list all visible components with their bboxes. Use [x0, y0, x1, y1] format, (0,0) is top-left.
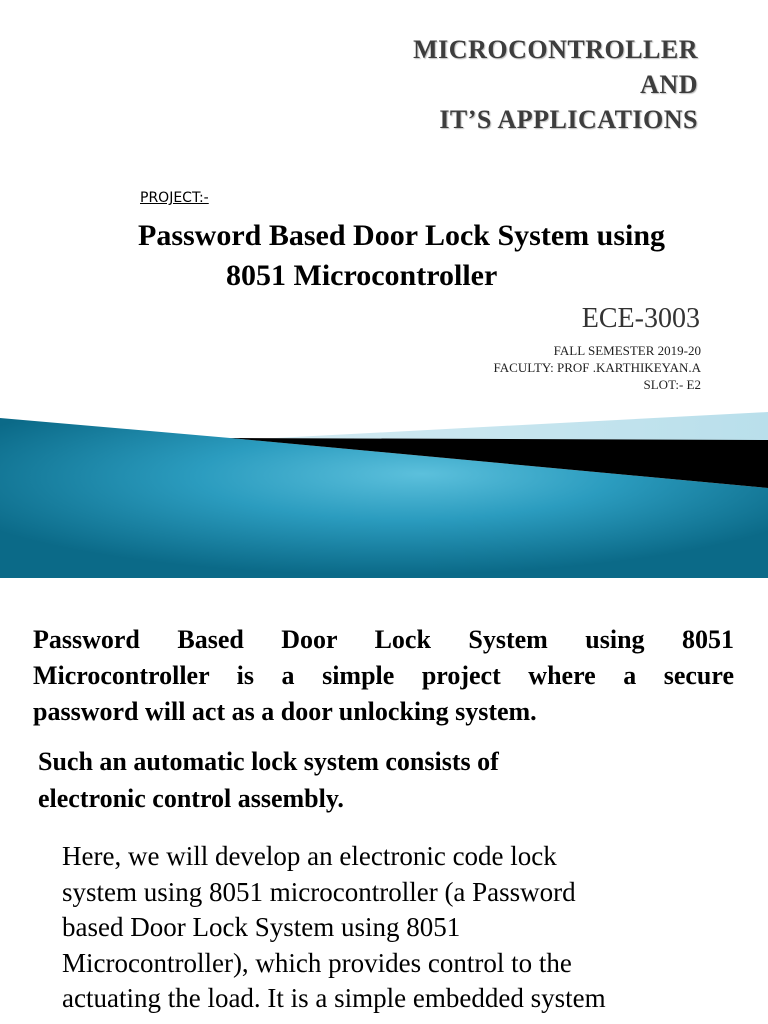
faculty-text: FACULTY: PROF .KARTHIKEYAN.A	[493, 360, 701, 375]
para3-line-4: Microcontroller), which provides control to the	[62, 947, 572, 978]
title-line-1: MICROCONTROLLER	[413, 35, 698, 64]
paragraph-intro	[33, 622, 734, 730]
para1-line-2: Microcontroller is a simple project where a secure	[33, 661, 734, 690]
decorative-banner	[0, 410, 768, 578]
para3-line-2: system using 8051 microcontroller (a Password	[62, 876, 576, 907]
para3-line-5: actuating the load. It is a simple embedded system	[62, 983, 606, 1013]
title-line-2: AND	[640, 70, 698, 99]
para3-line-1: Here, we will develop an electronic code lock	[62, 841, 557, 871]
paragraph-description	[62, 839, 722, 1017]
course-code: ECE-3003	[581, 303, 700, 334]
project-title	[138, 216, 665, 296]
para2-line-2: electronic control assembly.	[38, 784, 344, 813]
title-line-3: IT’S APPLICATIONS	[439, 105, 698, 134]
para2-line-1: Such an automatic lock system consists of	[38, 747, 499, 776]
project-title-line-1: Password Based Door Lock System using	[138, 219, 666, 252]
para3-line-3: based Door Lock System using 8051	[62, 912, 461, 942]
course-meta	[494, 342, 702, 393]
semester-text: FALL SEMESTER 2019-20	[553, 343, 701, 358]
project-label: PROJECT:-	[140, 190, 209, 206]
slide-title	[413, 32, 698, 137]
project-title-line-2: 8051 Microcontroller	[226, 259, 498, 292]
paragraph-assembly	[38, 743, 598, 817]
slot-text: SLOT:- E2	[643, 377, 701, 392]
para1-line-1: Password Based Door Lock System using 8051	[33, 625, 734, 654]
para1-line-3: password will act as a door unlocking system.	[33, 697, 537, 726]
